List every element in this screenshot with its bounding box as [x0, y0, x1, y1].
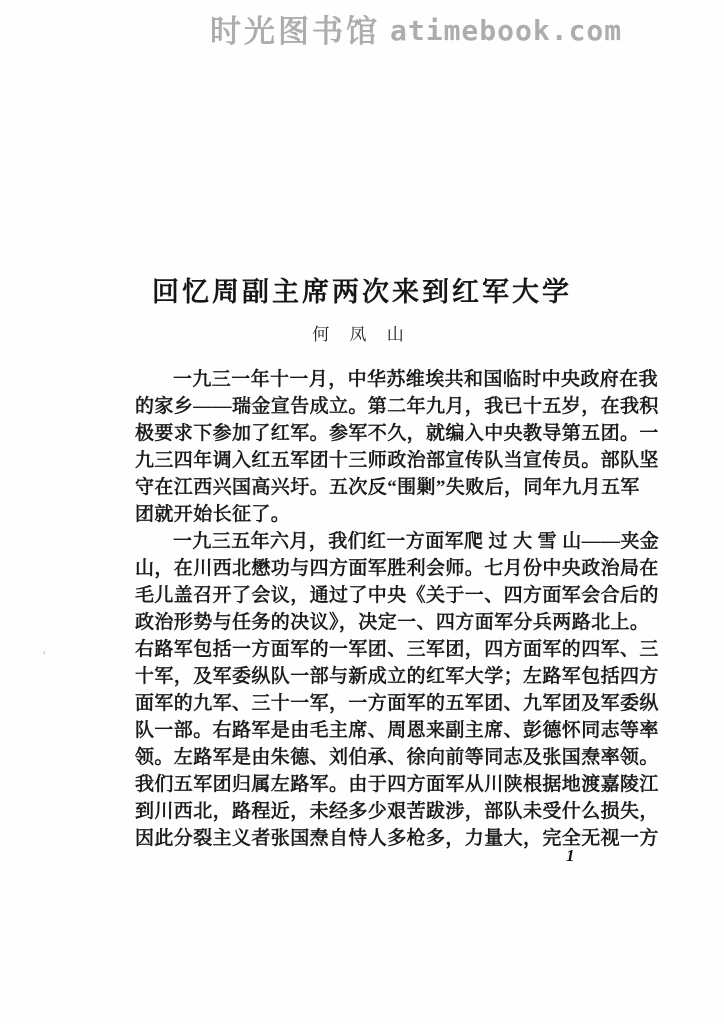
- body-line: 极要求下参加了红军。参军不久，就编入中央教导第五团。一: [135, 423, 659, 444]
- body-line: 毛儿盖召开了会议，通过了中央《关于一、四方面军会合后的: [135, 585, 659, 606]
- body-line: 的家乡——瑞金宣告成立。第二年九月，我已十五岁，在我积: [135, 396, 659, 417]
- watermark-latin-text: atimebook.com: [390, 14, 623, 47]
- watermark-cjk-text: 时光图书馆: [210, 14, 380, 49]
- body-line: 一九三一年十一月，中华苏维埃共和国临时中央政府在我: [173, 369, 659, 390]
- body-line: 右路军包括一方面军的一军团、三军团，四方面军的四军、三: [135, 639, 659, 660]
- body-line: 一九三五年六月，我们红一方面军爬 过 大 雪 山——夹金: [173, 531, 660, 552]
- body-line: 因此分裂主义者张国焘自恃人多枪多，力量大，完全无视一方: [135, 828, 659, 849]
- body-line: 到川西北，路程近，未经多少艰苦跋涉，部队未受什么损失，: [135, 801, 659, 822]
- body-line: 政治形势与任务的决议》，决定一、四方面军分兵两路北上。: [135, 612, 650, 633]
- site-watermark: [210, 6, 622, 51]
- body-line: 团就开始长征了。: [135, 504, 291, 525]
- body-line: 守在江西兴国高兴圩。五次反“围剿”失败后，同年九月五军: [135, 477, 640, 498]
- page-number: 1: [566, 846, 575, 865]
- margin-scan-artifact: ’: [42, 648, 47, 663]
- body-line: 领。左路军是由朱德、刘伯承、徐向前等同志及张国焘率领。: [135, 747, 659, 768]
- body-line: 我们五军团归属左路军。由于四方面军从川陕根据地渡嘉陵江: [135, 774, 659, 795]
- body-line: 队一部。右路军是由毛主席、周恩来副主席、彭德怀同志等率: [135, 720, 659, 741]
- body-line: 十军，及军委纵队一部与新成立的红军大学；左路军包括四方: [135, 666, 659, 687]
- body-line: 九三四年调入红五军团十三师政治部宣传队当宣传员。部队坚: [135, 450, 659, 471]
- body-line: 山，在川西北懋功与四方面军胜利会师。七月份中央政治局在: [135, 558, 659, 579]
- body-line: 面军的九军、三十一军，一方面军的五军团、九军团及军委纵: [135, 693, 659, 714]
- article-title: 回忆周副主席两次来到红军大学: [152, 277, 572, 307]
- article-author: 何 凤 山: [312, 325, 412, 344]
- body-text-block: [135, 366, 660, 852]
